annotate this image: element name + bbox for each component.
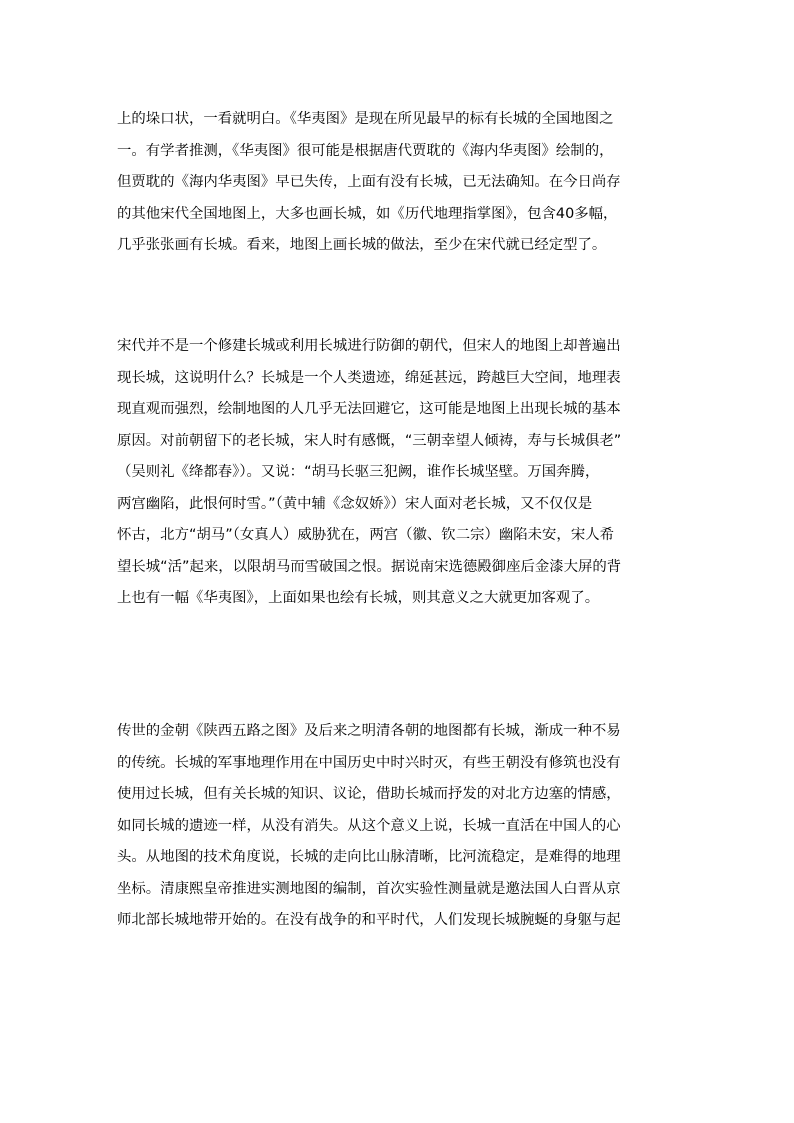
paragraph-2 bbox=[117, 331, 683, 615]
text-line: 上的垛口状，一看就明白。《华夷图》是现在所见最早的标有长城的全国地图之 bbox=[117, 111, 614, 127]
text-line: 师北部长城地带开始的。在没有战争的和平时代，人们发现长城腕蜒的身躯与起 bbox=[117, 912, 621, 928]
text-line: 一。有学者推测，《华夷图》很可能是根据唐代贾耽的《海内华夷图》绘制的， bbox=[117, 142, 614, 159]
text-line: 如同长城的遗迹一样，从没有消失。从这个意义上说，长城一直活在中国人的心 bbox=[117, 817, 621, 834]
text-line: 两宫幽陷，此恨何时雪。”（黄中辅《念奴娇》）宋人面对老长城，又不仅仅是 bbox=[117, 495, 593, 512]
text-line: 望长城“活”起来，以限胡马而雪破国之恨。据说南宋选德殿御座后金漆大屏的背 bbox=[117, 558, 622, 575]
text-line: 宋代并不是一个修建长城或利用长城进行防御的朝代，但宋人的地图上却普遍出 bbox=[117, 338, 621, 354]
text-line: 使用过长城，但有关长城的知识、议论，借助长城而抒发的对北方边塞的情感， bbox=[117, 786, 621, 802]
text-line: 但贾耽的《海内华夷图》早已失传，上面有没有长城，已无法确知。在今日尚存 bbox=[117, 174, 621, 190]
text-line: 怀古，北方“胡马”（女真人）威胁犹在，两宫（徽、钦二宗）幽陷未安，宋人希 bbox=[117, 527, 614, 543]
text-line: 传世的金朝《陕西五路之图》及后来之明清各朝的地图都有长城，渐成一种不易 bbox=[117, 723, 621, 739]
text-line: 坐标。清康熙皇帝推进实测地图的编制，首次实验性测量就是邀法国人白晋从京 bbox=[117, 880, 621, 897]
text-line: 上也有一幅《华夷图》，上面如果也绘有长城，则其意义之大就更加客观了。 bbox=[117, 590, 600, 606]
text-line: 头。从地图的技术角度说，长城的走向比山脉清晰，比河流稳定，是难得的地理 bbox=[117, 849, 621, 865]
text-line: 的传统。长城的军事地理作用在中国历史中时兴时灭，有些王朝没有修筑也没有 bbox=[117, 754, 621, 771]
paragraph-1 bbox=[117, 104, 683, 262]
text-line: 几乎张张画有长城。看来，地图上画长城的做法，至少在宋代就已经定型了。 bbox=[117, 237, 607, 253]
text-line: 原因。对前朝留下的老长城，宋人时有感慨，“三朝幸望人倾祷，寿与长城俱老” bbox=[117, 432, 622, 449]
text-line: 现直观而强烈，绘制地图的人几乎无法回避它，这可能是地图上出现长城的基本 bbox=[117, 401, 621, 417]
paragraph-3 bbox=[117, 716, 683, 937]
text-line: 现长城，这说明什么？长城是一个人类遗迹，绵延甚远，跨越巨大空间，地理表 bbox=[117, 369, 621, 386]
text-line: （吴则礼《绛都春》）。又说：“胡马长驱三犯阙，谁作长城坚壁。万国奔腾， bbox=[117, 464, 600, 480]
text-line: 的其他宋代全国地图上，大多也画长城，如《历代地理指掌图》，包含40多幅， bbox=[117, 205, 618, 222]
